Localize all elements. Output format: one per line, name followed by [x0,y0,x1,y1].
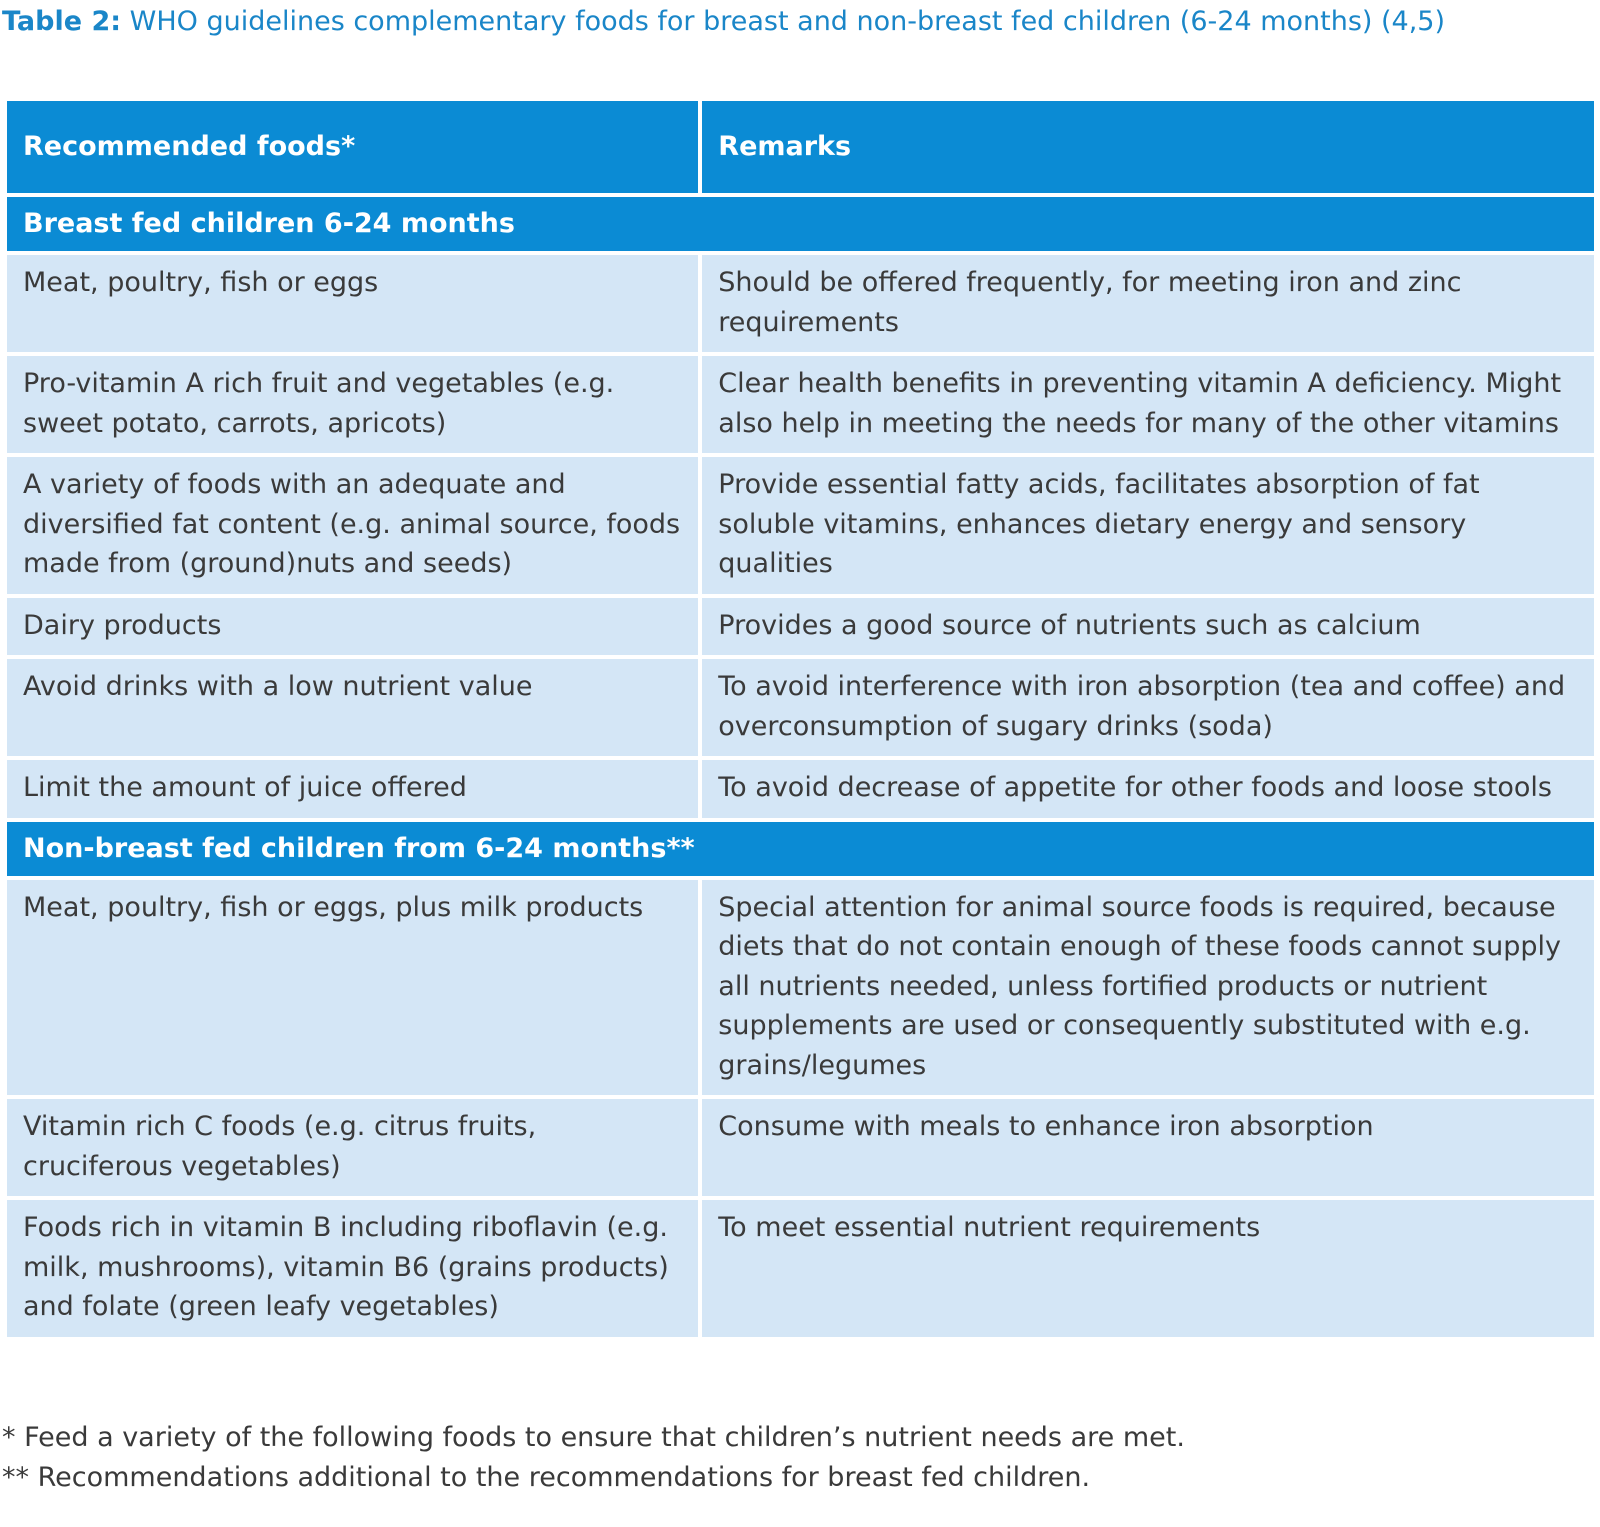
table-row [7,356,1594,453]
remark-cell: Consume with meals to enhance iron absorption [702,1099,1594,1196]
section-heading-row [7,197,1594,251]
table-header [7,101,1594,193]
remark-cell: Provides a good source of nutrients such as calcium [702,598,1594,656]
table-row [7,880,1594,1096]
food-cell: Foods rich in vitamin B including riboflavin (e.g. milk, mushrooms), vitamin B6 (grains products) and folate (green leafy vegetables) [7,1200,698,1337]
section-title: Non-breast fed children from 6-24 months** [7,822,1594,876]
caption-label: Table 2: [2,6,122,37]
guidelines-table [3,97,1598,1341]
food-cell: Dairy products [7,598,698,656]
remark-cell: Provide essential fatty acids, facilitates absorption of fat soluble vitamins, enhances dietary energy and sensory qualities [702,457,1594,594]
table-caption [2,4,1445,40]
table-row [7,457,1594,594]
table-row [7,1099,1594,1196]
section-title: Breast fed children 6-24 months [7,197,1594,251]
footnote-double-asterisk: ** Recommendations additional to the recommendations for breast fed children. [2,1462,1091,1493]
footnotes [2,1418,1185,1498]
footnote-single-asterisk: * Feed a variety of the following foods to ensure that children’s nutrient needs are met. [2,1422,1185,1453]
food-cell: Meat, poultry, fish or eggs, plus milk products [7,880,698,1096]
food-cell: Limit the amount of juice offered [7,760,698,818]
table-row [7,659,1594,756]
food-cell: Avoid drinks with a low nutrient value [7,659,698,756]
remark-cell: To avoid interference with iron absorption (tea and coffee) and overconsumption of sugary drinks (soda) [702,659,1594,756]
food-cell: Meat, poultry, fish or eggs [7,255,698,352]
food-cell: Pro-vitamin A rich fruit and vegetables (e.g. sweet potato, carrots, apricots) [7,356,698,453]
caption-text: WHO guidelines complementary foods for breast and non-breast fed children (6-24 months) (4,5) [121,6,1446,37]
remark-cell: Special attention for animal source foods is required, because diets that do not contain enough of these foods cannot supply all nutrients needed, unless fortified products or nutrient supplements are used or consequently substituted with e.g. grains/legumes [702,880,1594,1096]
section-heading-row [7,822,1594,876]
remark-cell: To avoid decrease of appetite for other foods and loose stools [702,760,1594,818]
table-row [7,760,1594,818]
food-cell: A variety of foods with an adequate and diversified fat content (e.g. animal source, foods made from (ground)nuts and seeds) [7,457,698,594]
section-non-breast-fed [7,822,1594,1337]
remark-cell: Should be offered frequently, for meeting iron and zinc requirements [702,255,1594,352]
header-row [7,101,1594,193]
table-row [7,255,1594,352]
table-row [7,1200,1594,1337]
food-cell: Vitamin rich C foods (e.g. citrus fruits, cruciferous vegetables) [7,1099,698,1196]
section-breast-fed [7,197,1594,818]
remark-cell: Clear health benefits in preventing vitamin A deficiency. Might also help in meeting the needs for many of the other vitamins [702,356,1594,453]
remark-cell: To meet essential nutrient requirements [702,1200,1594,1337]
header-remarks: Remarks [702,101,1594,193]
header-recommended-foods: Recommended foods* [7,101,698,193]
table-row [7,598,1594,656]
